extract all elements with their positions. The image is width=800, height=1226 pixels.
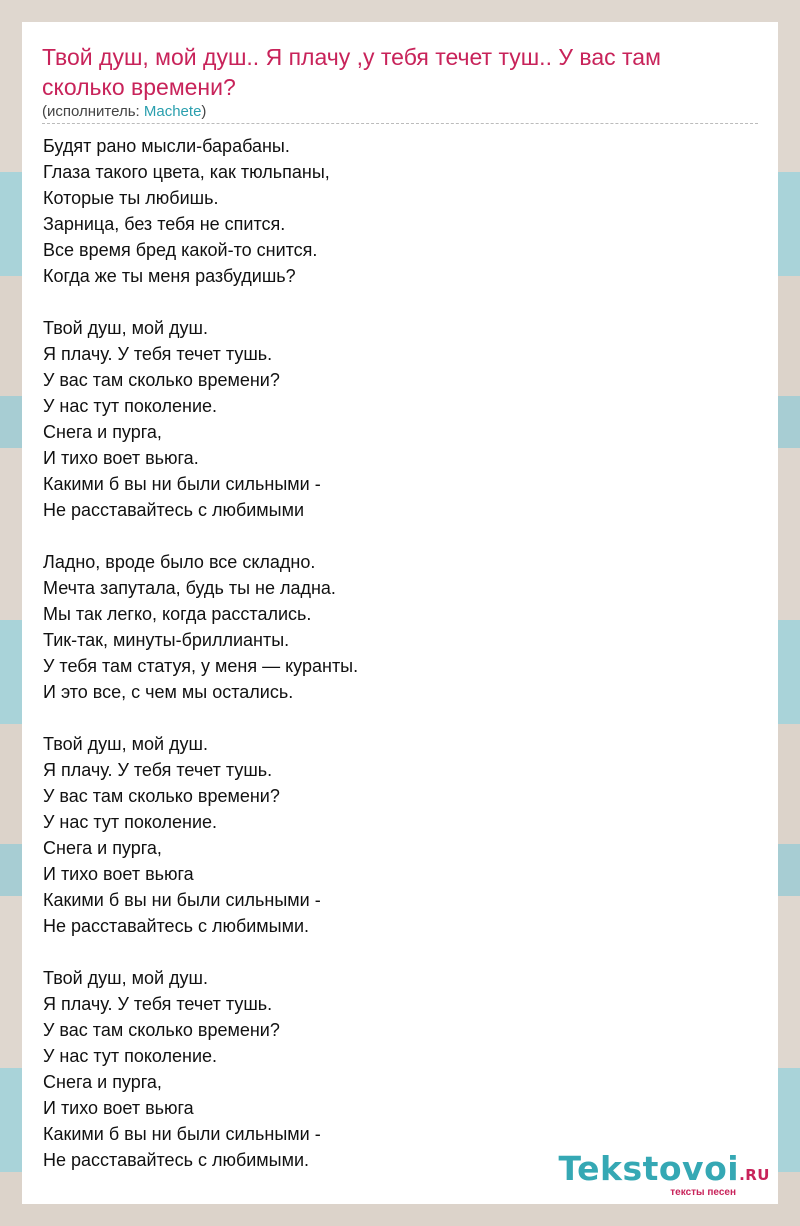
stanza-break [43, 289, 743, 315]
artist-prefix: (исполнитель: [42, 103, 144, 120]
lyric-line: Снега и пурга, [43, 1072, 162, 1092]
lyric-line: Глаза такого цвета, как тюльпаны, [43, 162, 330, 182]
lyric-line: Не расставайтесь с любимыми [43, 500, 305, 520]
lyric-line: У нас тут поколение. [43, 1046, 218, 1066]
lyric-line: Тик-так, минуты-бриллианты. [43, 630, 290, 650]
stanza-break [43, 523, 743, 549]
song-title: Твой душ, мой душ.. Я плачу ,у тебя течет туш.. У вас там сколько времени? [42, 44, 661, 100]
lyric-line: У нас тут поколение. [43, 396, 218, 416]
lyric-line: У вас там сколько времени? [43, 1020, 280, 1040]
lyric-line: Снега и пурга, [43, 838, 162, 858]
logo-tagline: тексты песен [670, 1187, 736, 1198]
lyric-line: Какими б вы ни были сильными - [43, 474, 321, 494]
lyric-line: Я плачу. У тебя течет тушь. [43, 760, 273, 780]
lyric-line: Будят рано мысли-барабаны. [43, 136, 290, 156]
lyrics-card [22, 22, 778, 1204]
lyric-line: Ладно, вроде было все складно. [43, 552, 316, 572]
lyric-line: Мечта запутала, будь ты не ладна. [43, 578, 336, 598]
lyric-line: Твой душ, мой душ. [43, 968, 208, 988]
logo-tld: .RU [739, 1166, 770, 1184]
artist-suffix: ) [201, 103, 207, 120]
artist-line [42, 102, 206, 122]
lyric-line: У тебя там статуя, у меня — куранты. [43, 656, 359, 676]
logo-name: Tekstovoi [558, 1149, 740, 1188]
lyric-line: Не расставайтесь с любимыми. [43, 916, 310, 936]
lyric-line: И тихо воет вьюга. [43, 448, 199, 468]
lyric-line: Когда же ты меня разбудишь? [43, 266, 296, 286]
lyric-line: И тихо воет вьюга [43, 864, 194, 884]
lyric-line: Твой душ, мой душ. [43, 734, 208, 754]
lyric-line: У вас там сколько времени? [43, 786, 280, 806]
stanza-break [43, 705, 743, 731]
lyrics-text [43, 133, 743, 1173]
lyric-line: Я плачу. У тебя течет тушь. [43, 344, 273, 364]
lyric-line: Все время бред какой-то снится. [43, 240, 318, 260]
lyric-line: Какими б вы ни были сильными - [43, 1124, 321, 1144]
lyric-line: Которые ты любишь. [43, 188, 219, 208]
stanza-break [43, 939, 743, 965]
lyric-line: У вас там сколько времени? [43, 370, 280, 390]
lyric-line: И тихо воет вьюга [43, 1098, 194, 1118]
lyric-line: Твой душ, мой душ. [43, 318, 208, 338]
artist-link[interactable]: Machete [143, 103, 202, 120]
lyric-line: Какими б вы ни были сильными - [43, 890, 321, 910]
lyric-line: Зарница, без тебя не спится. [43, 214, 286, 234]
lyric-line: Мы так легко, когда расстались. [43, 604, 312, 624]
site-logo[interactable] [559, 1151, 770, 1198]
lyric-line: Я плачу. У тебя течет тушь. [43, 994, 273, 1014]
lyric-line: Снега и пурга, [43, 422, 162, 442]
title-divider [42, 123, 758, 124]
lyric-line: И это все, с чем мы остались. [43, 682, 294, 702]
lyric-line: У нас тут поколение. [43, 812, 218, 832]
lyric-line: Не расставайтесь с любимыми. [43, 1150, 310, 1170]
